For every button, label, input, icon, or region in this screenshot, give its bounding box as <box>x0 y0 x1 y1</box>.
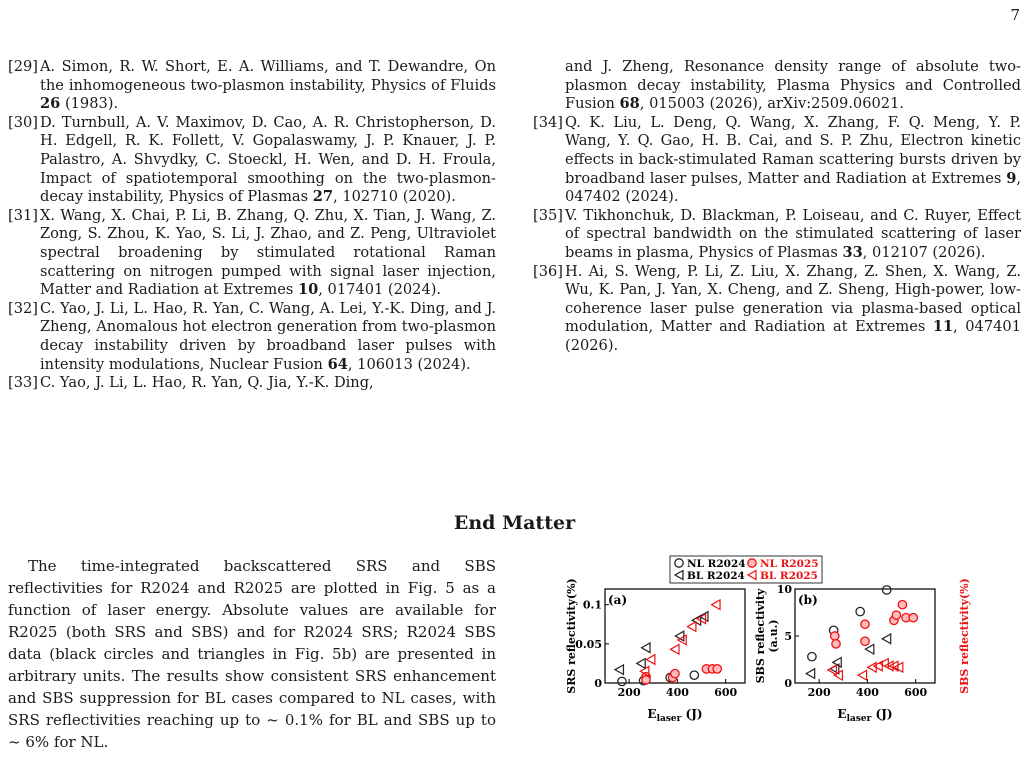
panel-a-label: (a) <box>608 593 628 607</box>
legend-label-bl-r2025: BL R2025 <box>760 570 818 582</box>
reference-text: C. Yao, J. Li, L. Hao, R. Yan, C. Wang, A. Lei, Y.-K. Ding, and J. Zheng, Anomalous hot electron generation from two-plasmon decay instability driven by broadband laser pulses with intensity modulations, Nuclear Fusion <box>40 299 496 373</box>
reference-tail: , 012107 (2026). <box>862 243 986 261</box>
data-point <box>856 607 864 615</box>
panel-b-label: (b) <box>798 593 818 607</box>
data-point <box>883 586 891 594</box>
reference-number: [32] <box>8 299 38 317</box>
reference-number: [30] <box>8 113 38 131</box>
reference-volume: 9 <box>1006 169 1017 187</box>
legend-label-bl-r2024: BL R2024 <box>687 570 745 582</box>
data-point <box>712 600 721 610</box>
reference-number: [35] <box>533 206 563 224</box>
reference-34 <box>533 114 1021 207</box>
reference-30 <box>8 114 496 207</box>
data-point <box>615 665 624 675</box>
x-tick-label: 400 <box>855 686 879 699</box>
figure-5 <box>555 553 1015 758</box>
data-point <box>898 600 906 608</box>
reference-36 <box>533 263 1021 356</box>
reference-volume: 10 <box>297 281 319 299</box>
x-tick-label: 600 <box>904 686 928 699</box>
xlabel-sub: laser <box>846 714 872 724</box>
reference-tail: , 017401 (2024). <box>318 281 442 299</box>
x-tick-label: 200 <box>807 686 831 699</box>
references-right-column <box>533 58 1021 356</box>
legend-label-nl-r2025: NL R2025 <box>760 558 819 570</box>
panel-b-ylabel-left: SBS reflectivity <box>754 588 767 684</box>
data-point <box>618 677 626 685</box>
reference-number: [33] <box>8 374 38 392</box>
data-point <box>861 620 869 628</box>
data-point <box>671 645 680 655</box>
panel-b-plot <box>754 578 971 724</box>
legend-label-nl-r2024: NL R2024 <box>687 558 746 570</box>
reference-number: [34] <box>533 113 563 131</box>
data-point <box>690 671 698 679</box>
reference-volume: 68 <box>619 95 640 113</box>
reference-tail: , 047402 (2024). <box>565 169 1021 206</box>
panel-a-plot <box>565 578 745 724</box>
panel-a-ylabel: SRS reflectivity(%) <box>565 578 578 694</box>
reference-number: [31] <box>8 206 38 224</box>
reference-volume: 64 <box>327 355 348 373</box>
data-point <box>642 643 651 653</box>
reference-text: Q. K. Liu, L. Deng, Q. Wang, X. Zhang, F. Q. Meng, Y. P. Wang, Y. Q. Gao, H. B. Cai, and S. P. Zhu, Electron kinetic effects in back-stimulated Raman scattering bursts driven by broadband laser pulses, Matter and Radiation at Extremes <box>565 113 1021 187</box>
section-heading: End Matter <box>453 512 576 534</box>
reference-31 <box>8 207 496 300</box>
data-point <box>909 614 917 622</box>
reference-tail: , 015003 (2026), arXiv:2509.06021. <box>639 95 904 113</box>
reference-text: X. Wang, X. Chai, P. Li, B. Zhang, Q. Zhu, X. Tian, J. Wang, Z. Zong, S. Zhou, K. Yao, S. Li, J. Zhao, and Z. Peng, Ultraviolet spectral broadening by stimulated rotational Raman scattering on nitrogen pumped with signal laser injection, Matter and Radiation at Extremes <box>40 206 496 299</box>
data-point <box>831 632 839 640</box>
xlabel-unit: (J) <box>681 707 703 721</box>
legend <box>670 556 822 583</box>
xlabel-unit: (J) <box>871 707 893 721</box>
reference-number: [29] <box>8 58 38 75</box>
data-point <box>713 665 721 673</box>
references-left-column <box>8 58 496 393</box>
data-point <box>642 676 650 684</box>
reference-tail: , 106013 (2024). <box>347 355 471 373</box>
y-tick-label: 0 <box>784 677 792 690</box>
panel-b-ylabel-right: SBS reflectivity(%) <box>958 578 971 694</box>
data-point <box>671 669 679 677</box>
reference-text: V. Tikhonchuk, D. Blackman, P. Loiseau, and C. Ruyer, Effect of spectral bandwidth on the stimulated scattering of laser beams in plasma, Physics of Plasmas <box>565 206 1021 261</box>
x-tick-label: 600 <box>714 686 738 699</box>
panel-a-xlabel <box>647 707 702 724</box>
reference-35 <box>533 207 1021 263</box>
data-point <box>882 634 891 644</box>
reference-text: C. Yao, J. Li, L. Hao, R. Yan, Q. Jia, Y.-K. Ding, <box>40 374 374 392</box>
reference-tail: (1983). <box>60 95 119 113</box>
y-tick-label: 0.05 <box>575 637 602 651</box>
panel-b-xlabel <box>837 707 892 724</box>
data-point <box>832 640 840 648</box>
panel-b-ylabel-left-unit: (a.u.) <box>767 619 780 653</box>
reference-tail: , 047401 (2026). <box>565 318 1021 354</box>
data-point <box>861 637 869 645</box>
figure-svg <box>555 553 1015 758</box>
reference-number: [36] <box>533 262 563 280</box>
data-point <box>806 669 815 679</box>
data-point <box>687 622 696 632</box>
data-point <box>858 670 867 680</box>
reference-33 <box>8 374 496 393</box>
xlabel-main: E <box>647 707 657 721</box>
data-point <box>892 611 900 619</box>
body-paragraph: The time-integrated backscattered SRS and SBS reflectivities for R2024 and R2025 are plotted in Fig. 5 as a function of laser energy. Absolute values are available for R2025 (both SRS and SBS) and for R2024 SRS; R2024 SBS data (black circles and triangles in Fig. 5b) are presented in arbitrary units. The results show consistent SRS enhancement and SBS suppression for BL cases compared to NL cases, with SRS reflectivities reaching up to ~ 0.1% for BL and SBS up to ~ 6% for NL. <box>8 557 496 751</box>
reference-29 <box>8 58 496 114</box>
data-point <box>637 659 646 669</box>
reference-volume: 33 <box>842 243 863 261</box>
reference-text: A. Simon, R. W. Short, E. A. Williams, and T. Dewandre, On the inhomogeneous two-plasmon instability, Physics of Fluids <box>40 58 496 94</box>
xlabel-main: E <box>837 707 847 721</box>
reference-volume: 27 <box>312 188 334 206</box>
y-tick-label: 10 <box>776 583 792 596</box>
reference-33-continued <box>533 58 1021 114</box>
reference-volume: 11 <box>932 318 954 336</box>
data-point <box>865 644 874 654</box>
y-tick-label: 5 <box>784 630 792 643</box>
x-tick-label: 200 <box>617 686 641 699</box>
reference-text: D. Turnbull, A. V. Maximov, D. Cao, A. R. Christopherson, D. H. Edgell, R. K. Follett, V. Gopalaswamy, J. P. Knauer, J. P. Palastro, A. Shvydky, C. Stoeckl, H. Wen, and D. H. Froula, Impact of spatiotemporal smoothing on the two-plasmon-decay instability, Physics of Plasmas <box>40 113 496 206</box>
xlabel-sub: laser <box>656 714 682 724</box>
y-tick-label: 0 <box>594 677 602 690</box>
reference-text: and J. Zheng, Resonance density range of absolute two-plasmon decay instability, Plasma Physics and Controlled Fusion <box>565 58 1021 113</box>
data-point <box>646 655 655 665</box>
x-tick-label: 400 <box>665 686 689 699</box>
data-point <box>808 652 816 660</box>
legend-marker-nl-r2025 <box>748 559 756 567</box>
reference-32 <box>8 300 496 374</box>
reference-tail: , 102710 (2020). <box>333 188 456 206</box>
page-number: 7 <box>1010 6 1020 24</box>
y-tick-label: 0.1 <box>582 598 602 612</box>
reference-volume: 26 <box>40 95 61 113</box>
reference-text: H. Ai, S. Weng, P. Li, Z. Liu, X. Zhang, Z. Shen, X. Wang, Z. Wu, K. Pan, J. Yan, X. Cheng, and Z. Sheng, High-power, low-coherence laser pulse generation via plasma-based optical modulation, Matter and Radiation at Extremes <box>565 262 1021 336</box>
